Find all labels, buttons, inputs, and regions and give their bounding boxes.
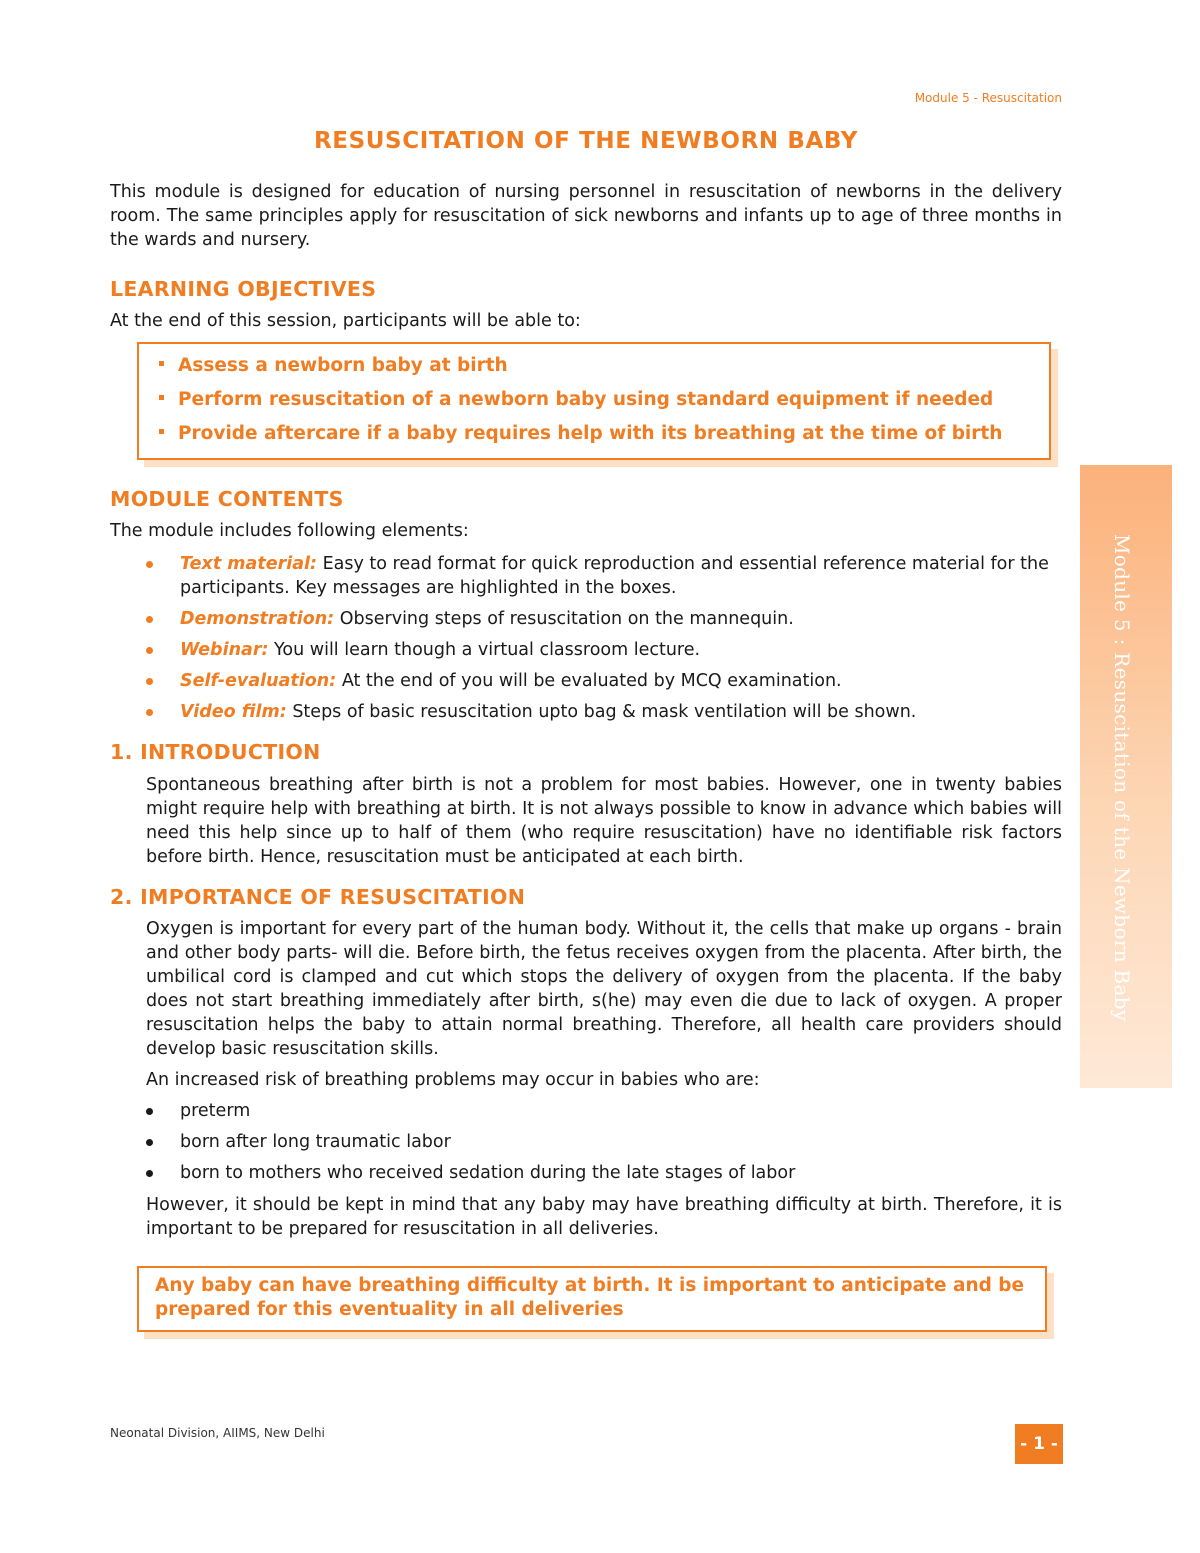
list-item [146,552,1062,600]
page-title: RESUSCITATION OF THE NEWBORN BABY [313,128,858,154]
item-text: At the end of you will be evaluated by MCQ examination. [336,671,842,691]
module-contents-lead: The module includes following elements: [110,521,469,541]
list-item [146,638,1062,662]
key-message-box [137,1266,1047,1332]
square-bullet-icon [159,429,164,434]
side-tab-label: Module 5 : Resuscitation of the Newborn Baby [1110,534,1134,1022]
objective-item [159,389,993,410]
bullet-icon [146,678,153,685]
objective-text: Provide aftercare if a baby requires help with its breathing at the time of birth [178,423,1003,444]
item-text: Steps of basic resuscitation upto bag & mask ventilation will be shown. [286,702,917,722]
importance-text: Oxygen is important for every part of the human body. Without it, the cells that make up organs - brain and other body parts- will die. Before birth, the fetus receives oxygen from the placenta. After birth, the umbilical cord is clamped and cut which stops the delivery of oxygen from the placenta. If the baby does not start breathing immediately after birth, s(he) may even die due to lack of oxygen. A proper resuscitation helps the baby to attain normal breathing. Therefore, all health care providers should develop basic resuscitation skills. [146,919,1062,1059]
item-text: born to mothers who received sedation during the late stages of labor [180,1163,796,1183]
square-bullet-icon [159,395,164,400]
learning-objectives-lead: At the end of this session, participants will be able to: [110,311,581,331]
closing-text: However, it should be kept in mind that any baby may have breathing difficulty at birth. Therefore, it is important to be prepared for resuscitation in all deliveries. [146,1195,1062,1239]
item-label: Text material: [180,554,318,574]
bullet-icon [146,1170,153,1177]
bullet-icon [146,1139,153,1146]
page-number: - 1 - [1015,1424,1063,1464]
bullet-icon [146,616,153,623]
list-item [146,1130,1062,1154]
module-contents-heading: MODULE CONTENTS [110,487,344,511]
square-bullet-icon [159,361,164,366]
bullet-icon [146,647,153,654]
bullet-icon [146,709,153,716]
bullet-icon [146,1108,153,1115]
risk-lead: An increased risk of breathing problems may occur in babies who are: [146,1070,760,1090]
objective-text: Assess a newborn baby at birth [178,355,508,376]
bullet-icon [146,561,153,568]
list-item [146,700,1062,724]
item-text: You will learn though a virtual classroom lecture. [268,640,701,660]
list-item [146,669,1062,693]
item-label: Demonstration: [180,609,335,629]
list-item [146,1099,1062,1123]
list-item [146,1161,1062,1185]
objective-text: Perform resuscitation of a newborn baby using standard equipment if needed [178,389,994,410]
objective-item [159,355,508,376]
key-message-text: Any baby can have breathing difficulty at birth. It is important to anticipate and be prepared for this eventuality in all deliveries [155,1275,1025,1320]
objective-item [159,423,1002,444]
item-text: preterm [180,1101,251,1121]
intro-paragraph: This module is designed for education of nursing personnel in resuscitation of newborns in the delivery room. The same principles apply for resuscitation of sick newborns and infants up to age of three months in the wards and nursery. [110,182,1062,250]
footer-institution: Neonatal Division, AIIMS, New Delhi [110,1426,325,1440]
item-text: Easy to read format for quick reproduction and essential reference material for the participants. Key messages are highlighted in the boxes. [180,554,1049,598]
importance-heading: 2. IMPORTANCE OF RESUSCITATION [110,885,526,909]
item-text: born after long traumatic labor [180,1132,451,1152]
introduction-text: Spontaneous breathing after birth is not a problem for most babies. However, one in twenty babies might require help with breathing at birth. It is not always possible to know in advance which babies will need this help since up to half of them (who require resuscitation) have no identifiable risk factors before birth. Hence, resuscitation must be anticipated at each birth. [146,775,1062,867]
item-text: Observing steps of resuscitation on the mannequin. [334,609,794,629]
header-module-label: Module 5 - Resuscitation [914,91,1062,105]
learning-objectives-heading: LEARNING OBJECTIVES [110,277,377,301]
list-item [146,607,1062,631]
introduction-heading: 1. INTRODUCTION [110,740,321,764]
objectives-box [137,342,1051,460]
item-label: Webinar: [180,640,269,660]
item-label: Video film: [180,702,287,722]
item-label: Self-evaluation: [180,671,337,691]
